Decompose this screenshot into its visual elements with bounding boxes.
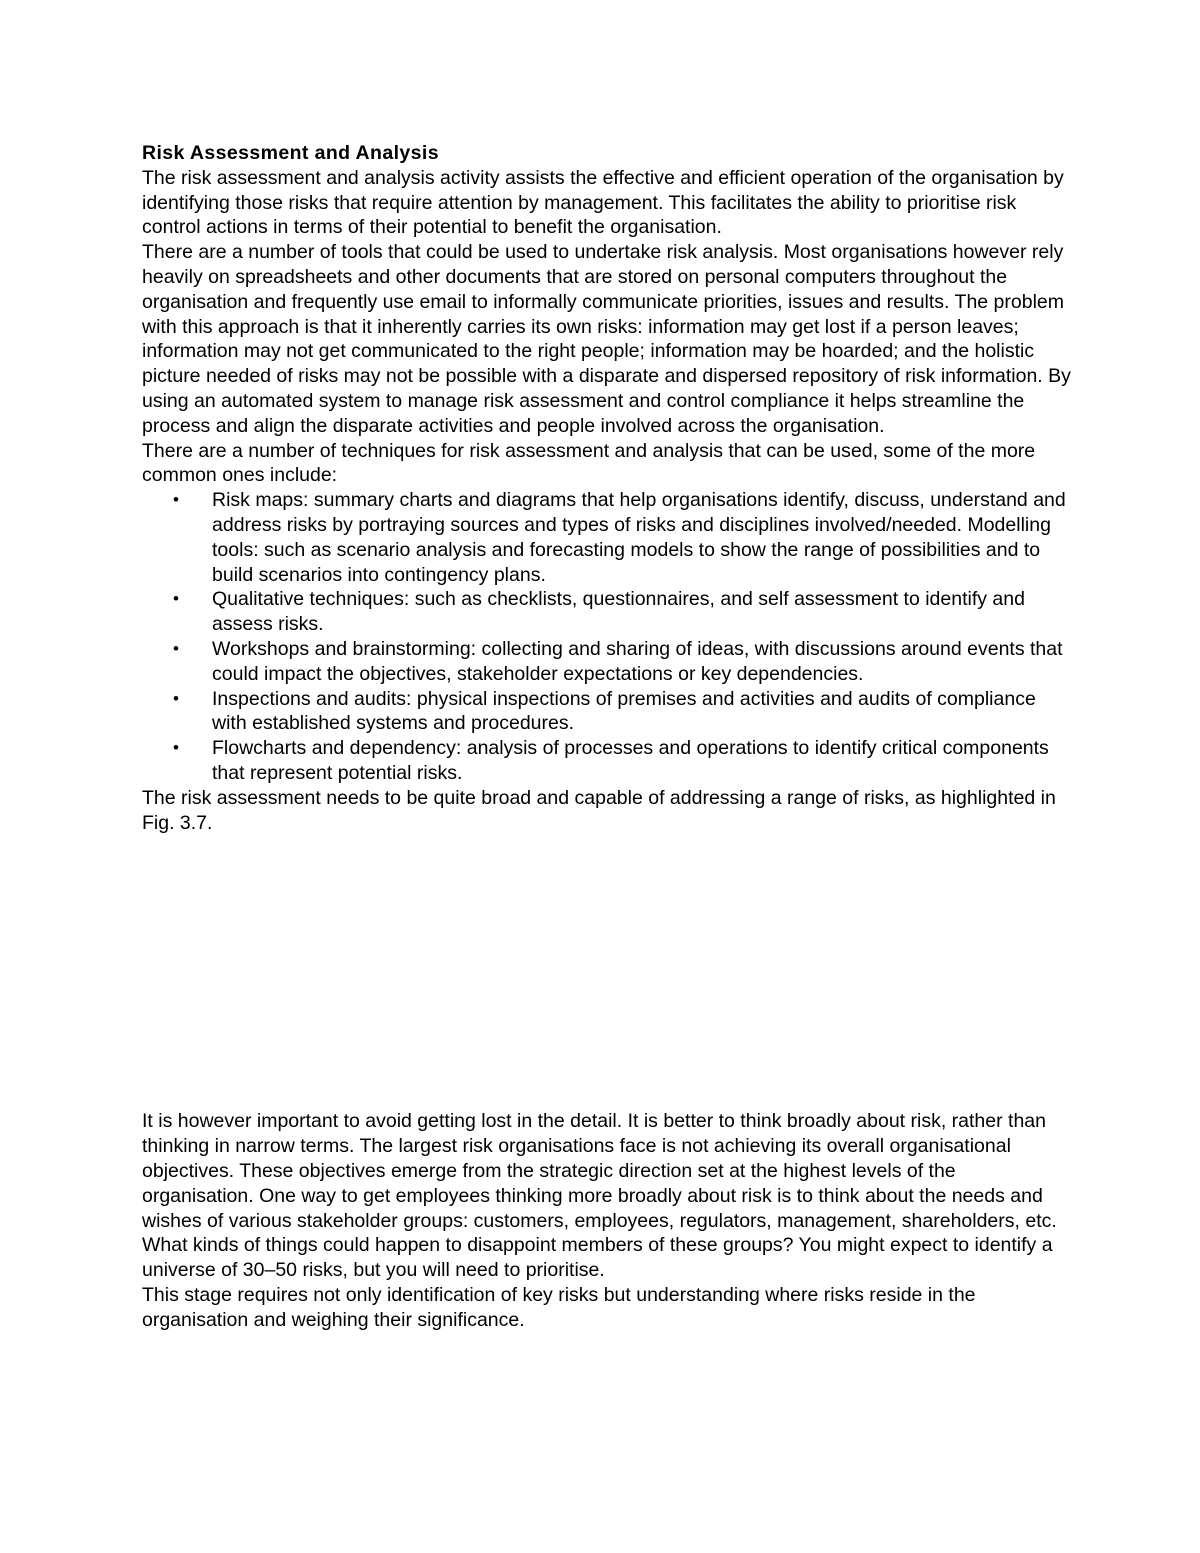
list-item xyxy=(142,637,1072,687)
document-page xyxy=(142,141,1072,1332)
techniques-list xyxy=(142,488,1072,786)
section-heading: Risk Assessment and Analysis xyxy=(142,142,439,164)
list-item xyxy=(142,736,1072,786)
list-item-text: Risk maps: summary charts and diagrams that help organisations identify, discuss, understand and address risks by portraying sources and types of risks and disciplines involved/needed. Modelling tools: such as scenario analysis and forecasting models to show the range of possibilities and to build scenarios into contingency plans. xyxy=(212,489,1066,586)
paragraph-intro: The risk assessment and analysis activity assists the effective and efficient operation of the organisation by identifying those risks that require attention by management. This facilitates the ability to prioritise risk control actions in terms of their potential to benefit the organisation. xyxy=(142,166,1064,239)
paragraph-broad-risk: It is however important to avoid getting lost in the detail. It is better to think broadly about risk, rather than thinking in narrow terms. The largest risk organisations face is not achieving its overall organisational objectives. These objectives emerge from the strategic direction set at the highest levels of the organisation. One way to get employees thinking more broadly about risk is to think about the needs and wishes of various stakeholder groups: customers, employees, regulators, management, shareholders, etc. What kinds of things could happen to disappoint members of these groups? You might expect to identify a universe of 30–50 risks, but you will need to prioritise. xyxy=(142,1110,1057,1282)
list-item xyxy=(142,587,1072,637)
paragraph-tools: There are a number of tools that could be used to undertake risk analysis. Most organisations however rely heavily on spreadsheets and other documents that are stored on personal computers throughout the organisation and frequently use email to informally communicate priorities, issues and results. The problem with this approach is that it inherently carries its own risks: information may get lost if a person leaves; information may not get communicated to the right people; information may be hoarded; and the holistic picture needed of risks may not be possible with a disparate and dispersed repository of risk information. By using an automated system to manage risk assessment and control compliance it helps streamline the process and align the disparate activities and people involved across the organisation. xyxy=(142,241,1071,437)
figure-placeholder-space xyxy=(142,835,1072,1109)
list-item xyxy=(142,488,1072,587)
bullet-icon: • xyxy=(173,688,179,708)
bullet-icon: • xyxy=(173,589,179,609)
list-item-text: Workshops and brainstorming: collecting and sharing of ideas, with discussions around events that could impact the objectives, stakeholder expectations or key dependencies. xyxy=(212,637,1063,685)
paragraph-stage-requirements: This stage requires not only identification of key risks but understanding where risks reside in the organisation and weighing their significance. xyxy=(142,1283,976,1331)
bullet-icon: • xyxy=(173,490,179,510)
bullet-icon: • xyxy=(173,638,179,658)
list-item xyxy=(142,687,1072,737)
bullet-icon: • xyxy=(173,738,179,758)
paragraph-figure-reference: The risk assessment needs to be quite broad and capable of addressing a range of risks, as highlighted in Fig. 3.7. xyxy=(142,786,1056,834)
list-item-text: Inspections and audits: physical inspections of premises and activities and audits of compliance with established systems and procedures. xyxy=(212,687,1036,735)
paragraph-techniques-intro: There are a number of techniques for risk assessment and analysis that can be used, some of the more common ones include: xyxy=(142,439,1036,487)
list-item-text: Flowcharts and dependency: analysis of processes and operations to identify critical components that represent potential risks. xyxy=(212,737,1049,784)
list-item-text: Qualitative techniques: such as checklists, questionnaires, and self assessment to identify and assess risks. xyxy=(212,588,1025,636)
